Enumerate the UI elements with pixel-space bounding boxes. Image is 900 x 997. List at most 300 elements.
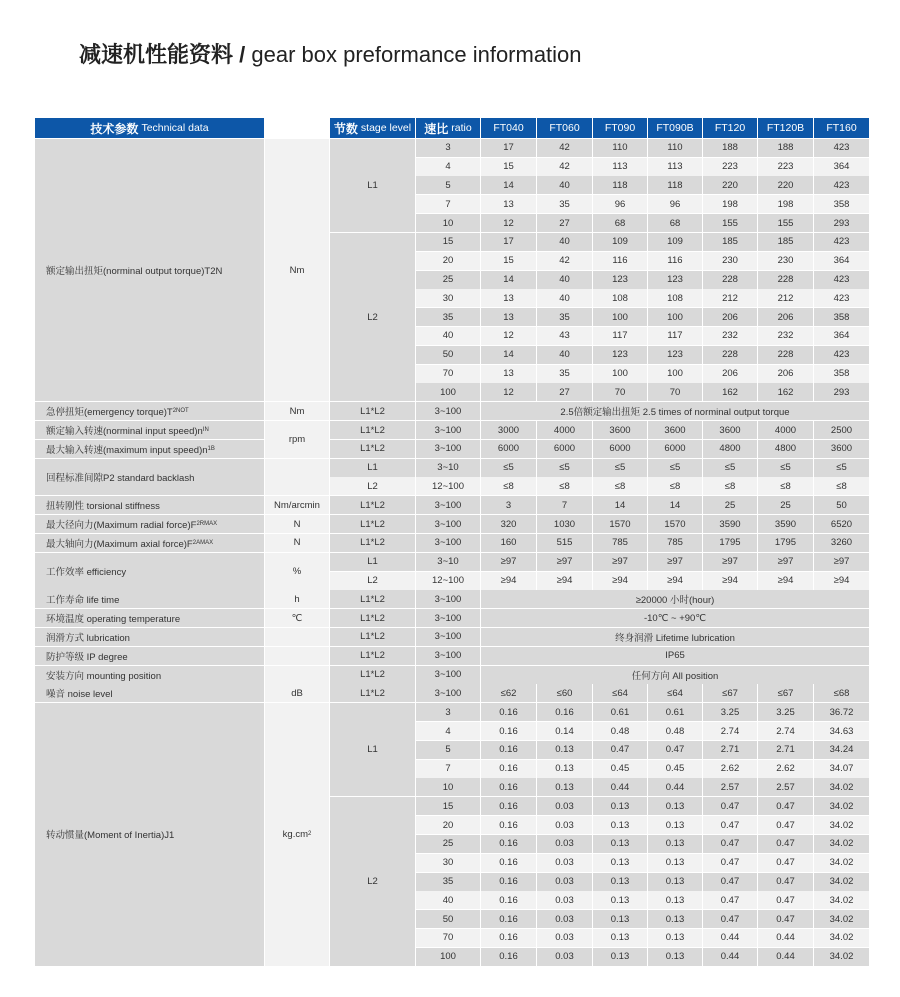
param-label-text: 工作效率 efficiency [46,567,127,579]
header-model: FT160 [814,118,869,138]
note-cell: -10℃ ~ +90℃ [481,609,869,627]
value-cell: 3590 [758,515,813,533]
param-label [35,515,264,533]
value-cell: 206 [703,365,757,383]
value-cell: 4000 [758,421,813,439]
ratio-cell: 3~100 [416,496,480,514]
ratio-cell: 4 [416,158,480,176]
value-cell: 123 [648,346,702,364]
stage-cell: L1*L2 [330,590,415,608]
value-cell: 358 [814,365,869,383]
value-cell: ≥97 [703,553,757,571]
ratio-cell: 3 [416,703,480,721]
value-cell: 198 [703,195,757,213]
value-cell: 212 [703,289,757,307]
ratio-cell: 3~100 [416,440,480,458]
value-cell: 0.16 [481,910,536,928]
value-cell: 27 [537,383,592,401]
value-cell: 113 [593,158,647,176]
value-cell: 0.13 [648,873,702,891]
value-cell: ≥94 [481,572,536,590]
value-cell: ≤8 [703,477,757,495]
value-cell: 0.47 [758,873,813,891]
value-cell: 25 [703,496,757,514]
value-cell: 293 [814,383,869,401]
value-cell: 0.03 [537,910,592,928]
value-cell: 3600 [648,421,702,439]
value-cell: ≤67 [758,684,813,702]
value-cell: 423 [814,139,869,157]
ratio-cell: 15 [416,797,480,815]
param-label [35,459,264,496]
value-cell: 34.02 [814,948,869,966]
param-unit: ℃ [265,609,329,627]
param-label [35,440,264,458]
value-cell: ≤62 [481,684,536,702]
stage-cell: L1*L2 [330,666,415,684]
value-cell: 0.47 [758,891,813,909]
value-cell: 220 [703,176,757,194]
value-cell: 35 [537,195,592,213]
param-label [35,402,264,420]
param-unit: dB [265,684,329,702]
value-cell: 34.02 [814,797,869,815]
value-cell: 0.03 [537,891,592,909]
value-cell: 3600 [703,421,757,439]
stage-cell: L2 [330,797,415,966]
stage-cell: L1*L2 [330,534,415,552]
value-cell: 0.44 [703,948,757,966]
param-label [35,421,264,439]
value-cell: 13 [481,195,536,213]
param-label-text: 工作寿命 life time [46,595,120,607]
param-label: 额定输出扭矩(norminal output torque)T2N [35,139,264,402]
value-cell: ≤5 [481,459,536,477]
value-cell: 0.13 [537,760,592,778]
value-cell: 230 [703,252,757,270]
value-cell: 364 [814,252,869,270]
value-cell: 6000 [648,440,702,458]
value-cell: 3260 [814,534,869,552]
ratio-cell: 40 [416,891,480,909]
value-cell: 3600 [814,440,869,458]
value-cell: 0.47 [758,854,813,872]
value-cell: 4000 [537,421,592,439]
value-cell: 34.02 [814,816,869,834]
ratio-cell: 20 [416,816,480,834]
ratio-cell: 100 [416,948,480,966]
value-cell: ≤5 [814,459,869,477]
value-cell: ≤5 [593,459,647,477]
stage-cell: L2 [330,233,415,402]
param-label-sub: 2NOT [172,408,189,415]
value-cell: 0.47 [648,741,702,759]
value-cell: 100 [648,308,702,326]
param-label-text: 扭转刚性 torsional stiffness [46,501,160,513]
ratio-cell: 12~100 [416,572,480,590]
value-cell: ≥94 [703,572,757,590]
value-cell: 110 [593,139,647,157]
ratio-cell: 30 [416,289,480,307]
value-cell: 40 [537,346,592,364]
value-cell: 785 [593,534,647,552]
value-cell: 14 [481,176,536,194]
stage-cell: L1*L2 [330,684,415,702]
param-label-text: 急停扭矩(emergency torque)T [46,407,173,419]
param-label-text: 防护等级 IP degree [46,651,128,663]
value-cell: 96 [648,195,702,213]
value-cell: 232 [703,327,757,345]
header-model: FT060 [537,118,592,138]
value-cell: 13 [481,289,536,307]
value-cell: 0.45 [593,760,647,778]
value-cell: 34.24 [814,741,869,759]
ratio-cell: 3~100 [416,628,480,646]
ratio-cell: 7 [416,195,480,213]
header-tech-cn: 技术参数 [90,121,139,136]
header-model: FT120 [703,118,757,138]
param-unit [265,628,329,646]
value-cell: 0.61 [648,703,702,721]
value-cell: 42 [537,252,592,270]
value-cell: 0.03 [537,929,592,947]
header-stage-level [330,118,415,138]
value-cell: ≥94 [648,572,702,590]
note-cell: 2.5倍额定输出扭矩 2.5 times of norminal output torque [481,402,869,420]
param-label-text: 安装方向 mounting position [46,670,162,682]
value-cell: 0.16 [481,873,536,891]
value-cell: 2.62 [703,760,757,778]
param-label [35,590,264,608]
value-cell: 34.07 [814,760,869,778]
value-cell: 27 [537,214,592,232]
value-cell: 358 [814,308,869,326]
value-cell: 0.47 [758,797,813,815]
page-title-cn: 减速机性能资料 / [79,42,246,67]
value-cell: 423 [814,176,869,194]
ratio-cell: 3~100 [416,684,480,702]
value-cell: 423 [814,233,869,251]
value-cell: 14 [481,271,536,289]
value-cell: 68 [593,214,647,232]
value-cell: 0.13 [593,873,647,891]
value-cell: 7 [537,496,592,514]
value-cell: 1030 [537,515,592,533]
value-cell: 223 [703,158,757,176]
value-cell: ≤8 [814,477,869,495]
param-unit [265,459,329,496]
stage-cell: L1*L2 [330,440,415,458]
param-unit: rpm [265,421,329,458]
note-cell: ≥20000 小时(hour) [481,590,869,608]
unit-text: kg.cm [282,828,308,840]
value-cell: 2.62 [758,760,813,778]
header-model: FT120B [758,118,813,138]
ratio-cell: 3~100 [416,609,480,627]
value-cell: 785 [648,534,702,552]
value-cell: ≥97 [648,553,702,571]
param-unit: % [265,553,329,590]
ratio-cell: 35 [416,308,480,326]
ratio-cell: 5 [416,176,480,194]
value-cell: 34.02 [814,910,869,928]
value-cell: ≥94 [758,572,813,590]
value-cell: 17 [481,233,536,251]
stage-cell: L1 [330,553,415,571]
value-cell: 423 [814,346,869,364]
value-cell: 0.13 [648,797,702,815]
value-cell: 228 [703,271,757,289]
param-label-sub: 1B [207,445,215,452]
stage-cell: L1*L2 [330,647,415,665]
value-cell: 1795 [703,534,757,552]
param-label: 转动惯量(Moment of Inertia)J1 [35,703,264,966]
value-cell: 34.02 [814,929,869,947]
ratio-cell: 3~10 [416,459,480,477]
value-cell: 40 [537,233,592,251]
value-cell: 0.47 [703,873,757,891]
value-cell: 293 [814,214,869,232]
value-cell: 0.47 [703,891,757,909]
header-ratio-cn: 速比 [424,121,449,136]
value-cell: ≥94 [593,572,647,590]
value-cell: 40 [537,176,592,194]
value-cell: 0.13 [593,948,647,966]
value-cell: ≤8 [758,477,813,495]
value-cell: ≥94 [537,572,592,590]
value-cell: 0.13 [593,816,647,834]
page-title [79,38,582,69]
value-cell: 162 [703,383,757,401]
value-cell: 14 [481,346,536,364]
value-cell: ≤8 [537,477,592,495]
ratio-cell: 70 [416,365,480,383]
value-cell: 13 [481,308,536,326]
value-cell: 320 [481,515,536,533]
param-label-text: 额定输入转速(norminal input speed)n [46,426,203,437]
value-cell: 6520 [814,515,869,533]
value-cell: 3590 [703,515,757,533]
value-cell: 0.47 [758,835,813,853]
value-cell: 0.16 [481,797,536,815]
value-cell: 3000 [481,421,536,439]
param-label-text: 润滑方式 lubrication [46,632,130,644]
header-technical-data [35,118,264,138]
ratio-cell: 35 [416,873,480,891]
param-unit: N [265,515,329,533]
value-cell: 0.16 [481,948,536,966]
value-cell: 4800 [703,440,757,458]
value-cell: 35 [537,308,592,326]
param-label [35,553,264,590]
stage-cell: L1*L2 [330,402,415,420]
value-cell: 4800 [758,440,813,458]
value-cell: 42 [537,139,592,157]
value-cell: 108 [648,289,702,307]
value-cell: 0.16 [537,703,592,721]
value-cell: 162 [758,383,813,401]
stage-cell: L1 [330,703,415,796]
value-cell: 0.13 [537,778,592,796]
header-tech-en: Technical data [141,122,209,134]
value-cell: 15 [481,252,536,270]
ratio-cell: 25 [416,835,480,853]
value-cell: 100 [593,308,647,326]
param-unit [265,666,329,684]
value-cell: 1795 [758,534,813,552]
ratio-cell: 3 [416,139,480,157]
value-cell: 3600 [593,421,647,439]
value-cell: 100 [648,365,702,383]
value-cell: ≥94 [814,572,869,590]
value-cell: 2500 [814,421,869,439]
header-ratio [416,118,480,138]
value-cell: 206 [758,365,813,383]
value-cell: 34.63 [814,722,869,740]
param-label [35,609,264,627]
value-cell: 40 [537,289,592,307]
value-cell: ≤68 [814,684,869,702]
value-cell: ≤67 [703,684,757,702]
value-cell: 0.16 [481,835,536,853]
value-cell: 109 [648,233,702,251]
value-cell: 34.02 [814,873,869,891]
value-cell: 206 [703,308,757,326]
stage-cell: L2 [330,477,415,495]
value-cell: 2.71 [703,741,757,759]
ratio-cell: 3~100 [416,515,480,533]
param-label-text: 环境温度 operating temperature [46,614,181,626]
value-cell: 0.13 [593,797,647,815]
value-cell: 35 [537,365,592,383]
ratio-cell: 50 [416,346,480,364]
value-cell: 2.57 [758,778,813,796]
stage-cell: L2 [330,572,415,590]
value-cell: 15 [481,158,536,176]
ratio-cell: 10 [416,778,480,796]
stage-cell: L1 [330,139,415,232]
value-cell: 0.47 [593,741,647,759]
value-cell: 123 [648,271,702,289]
value-cell: 100 [593,365,647,383]
value-cell: 228 [758,346,813,364]
param-unit: N [265,534,329,552]
note-cell: 终身润滑 Lifetime lubrication [481,628,869,646]
value-cell: ≤64 [593,684,647,702]
value-cell: 0.48 [648,722,702,740]
value-cell: 0.13 [593,854,647,872]
value-cell: 188 [758,139,813,157]
value-cell: 116 [648,252,702,270]
value-cell: 185 [758,233,813,251]
value-cell: 70 [648,383,702,401]
value-cell: 0.16 [481,816,536,834]
value-cell: 515 [537,534,592,552]
value-cell: 364 [814,327,869,345]
value-cell: ≤64 [648,684,702,702]
param-unit: h [265,590,329,608]
value-cell: 0.13 [648,948,702,966]
ratio-cell: 70 [416,929,480,947]
value-cell: 113 [648,158,702,176]
param-label [35,496,264,514]
value-cell: 0.16 [481,703,536,721]
value-cell: 198 [758,195,813,213]
param-unit: Nm/arcmin [265,496,329,514]
value-cell: ≥97 [814,553,869,571]
param-label-text: 最大轴向力(Maximum axial force)F [46,538,193,550]
value-cell: 232 [758,327,813,345]
value-cell: 12 [481,383,536,401]
value-cell: 34.02 [814,835,869,853]
ratio-cell: 7 [416,760,480,778]
value-cell: 3.25 [703,703,757,721]
value-cell: ≥97 [758,553,813,571]
value-cell: 12 [481,214,536,232]
value-cell: 2.74 [758,722,813,740]
param-unit: Nm [265,139,329,402]
ratio-cell: 40 [416,327,480,345]
value-cell: 42 [537,158,592,176]
ratio-cell: 3~100 [416,666,480,684]
value-cell: 36.72 [814,703,869,721]
value-cell: 34.02 [814,891,869,909]
param-label [35,534,264,552]
value-cell: 0.03 [537,854,592,872]
value-cell: 0.16 [481,722,536,740]
header-stage-en: stage level [360,122,412,134]
value-cell: 0.16 [481,929,536,947]
ratio-cell: 25 [416,271,480,289]
stage-cell: L1*L2 [330,515,415,533]
ratio-cell: 100 [416,383,480,401]
value-cell: 0.44 [758,929,813,947]
param-label-text: 最大径向力(Maximum radial force)F [46,520,197,532]
value-cell: 0.16 [481,741,536,759]
value-cell: 0.13 [648,835,702,853]
value-cell: ≤5 [648,459,702,477]
value-cell: 0.03 [537,816,592,834]
value-cell: 0.47 [703,835,757,853]
value-cell: 155 [703,214,757,232]
value-cell: ≤5 [758,459,813,477]
value-cell: ≥97 [481,553,536,571]
value-cell: 3.25 [758,703,813,721]
value-cell: 0.47 [703,910,757,928]
value-cell: ≤8 [481,477,536,495]
value-cell: 0.45 [648,760,702,778]
param-label-sub: IN [202,427,209,433]
value-cell: 6000 [537,440,592,458]
stage-cell: L1*L2 [330,609,415,627]
value-cell: 6000 [481,440,536,458]
value-cell: 0.47 [703,816,757,834]
param-label [35,666,264,684]
value-cell: 0.13 [648,854,702,872]
value-cell: 3 [481,496,536,514]
ratio-cell: 3~10 [416,553,480,571]
value-cell: 0.13 [593,891,647,909]
value-cell: 0.13 [648,929,702,947]
value-cell: 14 [648,496,702,514]
value-cell: 160 [481,534,536,552]
value-cell: 1570 [648,515,702,533]
value-cell: 358 [814,195,869,213]
value-cell: 2.71 [758,741,813,759]
ratio-cell: 3~100 [416,590,480,608]
value-cell: 68 [648,214,702,232]
ratio-cell: 50 [416,910,480,928]
